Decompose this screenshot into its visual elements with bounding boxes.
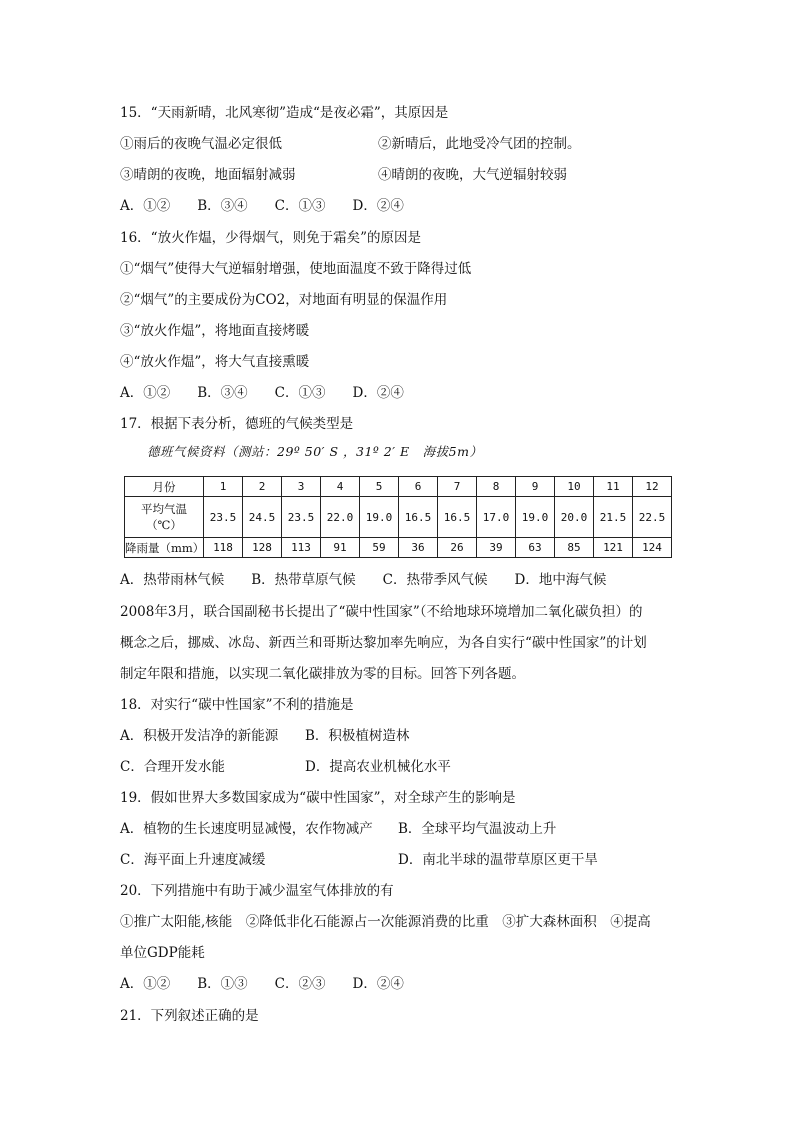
rainfall-cell: 118 — [204, 538, 243, 558]
table-row-temperature — [125, 497, 672, 538]
rainfall-cell: 59 — [360, 538, 399, 558]
q18-option-d: D．提高农业机械化水平 — [305, 759, 451, 775]
passage-line-1: 2008年3月，联合国副秘书长提出了“碳中性国家”（不给地球环境增加二氧化碳负担）的 — [120, 604, 643, 620]
q17-options: A．热带雨林气候 B．热带草原气候 C．热带季风气候 D．地中海气候 — [120, 572, 607, 588]
row-header-temperature — [125, 497, 204, 538]
q18-option-a: A．积极开发洁净的新能源 — [120, 728, 279, 744]
rainfall-cell: 39 — [477, 538, 516, 558]
temperature-cell: 21.5 — [594, 497, 633, 538]
q18-option-c: C．合理开发水能 — [120, 759, 225, 775]
q20-statements-line-1: ①推广太阳能,核能 ②降低非化石能源占一次能源消费的比重 ③扩大森林面积 ④提高 — [120, 914, 651, 930]
month-cell: 1 — [204, 477, 243, 497]
q16-statement-2: ②“烟气”的主要成份为CO2，对地面有明显的保温作用 — [120, 292, 448, 308]
temperature-cell: 20.0 — [555, 497, 594, 538]
q15-stem: 15．“天雨新晴，北风寒彻”造成“是夜必霜”，其原因是 — [120, 105, 449, 121]
q16-options: A．①② B．③④ C．①③ D．②④ — [120, 385, 404, 401]
temperature-cell: 16.5 — [399, 497, 438, 538]
temperature-cell: 23.5 — [204, 497, 243, 538]
q20-statements-line-2: 单位GDP能耗 — [120, 945, 205, 961]
q19-stem: 19．假如世界大多数国家成为“碳中性国家”，对全球产生的影响是 — [120, 790, 516, 806]
month-cell: 5 — [360, 477, 399, 497]
q21-stem: 21．下列叙述正确的是 — [120, 1008, 259, 1024]
month-cell: 3 — [282, 477, 321, 497]
q15-statement-4: ④晴朗的夜晚，大气逆辐射较弱 — [378, 167, 567, 183]
month-cell: 7 — [438, 477, 477, 497]
q18-stem: 18．对实行“碳中性国家”不利的措施是 — [120, 697, 354, 713]
rainfall-cell: 128 — [243, 538, 282, 558]
q19-option-c: C．海平面上升速度减缓 — [120, 852, 266, 868]
q16-stem: 16．“放火作煴，少得烟气，则免于霜矣”的原因是 — [120, 230, 421, 246]
row-header-rainfall: 降雨量（mm） — [125, 538, 204, 558]
temperature-cell: 22.5 — [633, 497, 672, 538]
temperature-cell: 17.0 — [477, 497, 516, 538]
temperature-cell: 16.5 — [438, 497, 477, 538]
month-cell: 8 — [477, 477, 516, 497]
temperature-label: 平均气温 — [141, 502, 187, 516]
rainfall-cell: 63 — [516, 538, 555, 558]
table-row-rainfall — [125, 538, 672, 558]
q19-option-a: A．植物的生长速度明显减慢，农作物减产 — [120, 821, 373, 837]
temperature-cell: 19.0 — [360, 497, 399, 538]
month-cell: 2 — [243, 477, 282, 497]
rainfall-cell: 91 — [321, 538, 360, 558]
q16-statement-3: ③“放火作煴”，将地面直接烤暖 — [120, 323, 310, 339]
month-cell: 4 — [321, 477, 360, 497]
month-cell: 6 — [399, 477, 438, 497]
month-cell: 11 — [594, 477, 633, 497]
climate-table — [124, 476, 672, 558]
q16-statement-1: ①“烟气”使得大气逆辐射增强，使地面温度不致于降得过低 — [120, 261, 472, 277]
q15-statement-3: ③晴朗的夜晚，地面辐射减弱 — [120, 167, 296, 183]
rainfall-cell: 113 — [282, 538, 321, 558]
table-row-months — [125, 477, 672, 497]
month-cell: 10 — [555, 477, 594, 497]
passage-line-3: 制定年限和措施，以实现二氧化碳排放为零的目标。回答下列各题。 — [120, 666, 525, 682]
q17-stem: 17．根据下表分析，德班的气候类型是 — [120, 416, 354, 432]
temperature-cell: 23.5 — [282, 497, 321, 538]
rainfall-cell: 85 — [555, 538, 594, 558]
rainfall-cell: 121 — [594, 538, 633, 558]
temperature-unit: （℃） — [146, 518, 182, 532]
temperature-cell: 22.0 — [321, 497, 360, 538]
q19-option-d: D．南北半球的温带草原区更干旱 — [398, 852, 598, 868]
rainfall-cell: 124 — [633, 538, 672, 558]
q18-option-b: B．积极植树造林 — [305, 728, 410, 744]
month-cell: 9 — [516, 477, 555, 497]
q16-statement-4: ④“放火作煴”，将大气直接熏暖 — [120, 354, 310, 370]
row-header-month: 月份 — [125, 477, 204, 497]
q15-options: A．①② B．③④ C．①③ D．②④ — [120, 198, 404, 214]
rainfall-cell: 26 — [438, 538, 477, 558]
q19-option-b: B．全球平均气温波动上升 — [398, 821, 557, 837]
q15-statement-1: ①雨后的夜晚气温必定很低 — [120, 136, 282, 152]
temperature-cell: 24.5 — [243, 497, 282, 538]
passage-line-2: 概念之后，挪威、冰岛、新西兰和哥斯达黎加率先响应，为各自实行“碳中性国家”的计划 — [120, 635, 647, 651]
temperature-cell: 19.0 — [516, 497, 555, 538]
month-cell: 12 — [633, 477, 672, 497]
q15-statement-2: ②新晴后，此地受冷气团的控制。 — [378, 136, 581, 152]
rainfall-cell: 36 — [399, 538, 438, 558]
q20-options: A．①② B．①③ C．②③ D．②④ — [120, 976, 404, 992]
q20-stem: 20．下列措施中有助于减少温室气体排放的有 — [120, 883, 394, 899]
table-caption: 德班气候资料（测站：29º 50′ S ，31º 2′ E 海拔5m） — [147, 444, 483, 459]
